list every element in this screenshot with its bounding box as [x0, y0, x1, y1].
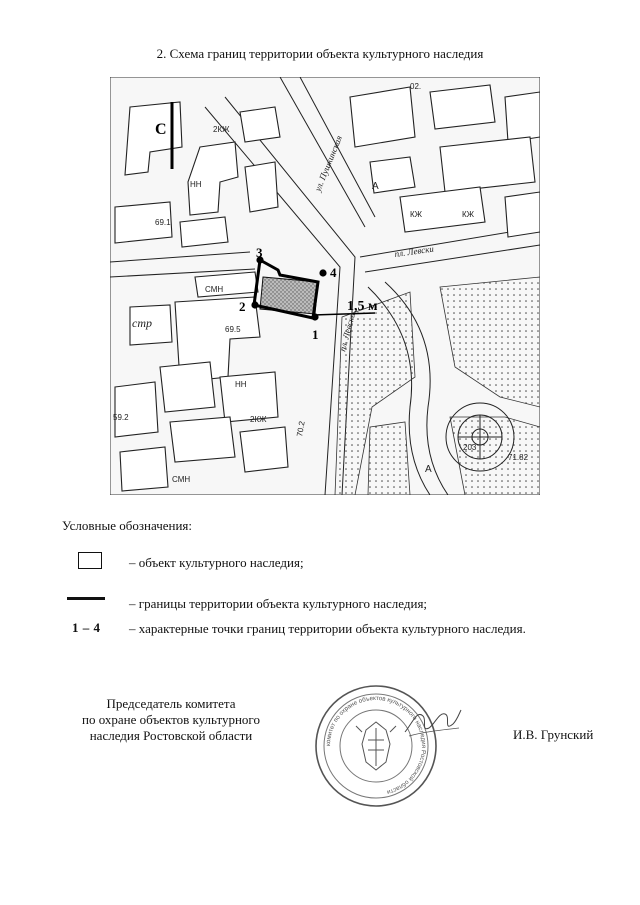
building-label: А — [425, 464, 432, 475]
page-title: 2. Схема границ территории объекта культурного наследия — [156, 46, 484, 61]
position-line: по охране объектов культурного — [82, 712, 260, 727]
building-label: 02. — [410, 82, 422, 91]
legend-item-points: – характерные точки границ территории объекта культурного наследия. — [129, 621, 526, 636]
elevation-label: 203 — [463, 443, 477, 452]
handwritten-signature — [403, 702, 463, 742]
point-label-1: 1 — [312, 327, 319, 342]
street-label-pushkinskaya: ул. Пушкинская — [312, 134, 345, 193]
position-line: Председатель комитета — [106, 696, 236, 711]
boundary-scheme-map — [110, 77, 540, 495]
signatory-name: И.В. Грунский — [513, 727, 594, 742]
building-label: 2КЖ — [250, 415, 267, 424]
building-label: 2КЖ — [213, 125, 230, 134]
legend-points-symbol: 1 – 4 — [72, 620, 101, 635]
point-label-3: 3 — [256, 245, 263, 260]
building-label: СМН — [172, 475, 191, 484]
elevation-label: 70.2 — [295, 420, 307, 438]
boundary-point-4 — [319, 269, 326, 276]
north-label: С — [155, 121, 167, 138]
street-label-levski-2: пл. Левски — [337, 311, 358, 353]
coat-of-arms-icon — [356, 722, 396, 770]
legend-heading: Условные обозначения: — [62, 518, 193, 533]
building-label: НН — [190, 180, 202, 189]
boundary-point-2 — [251, 301, 258, 308]
elevation-label: 69.1 — [155, 218, 171, 227]
position-line: наследия Ростовской области — [89, 728, 253, 743]
svg-text:комитет по охране объектов кул: комитет по охране объектов культурного наследия Ростовской области — [324, 694, 428, 796]
point-label-2: 2 — [239, 299, 246, 314]
building-label: А — [372, 181, 379, 192]
elevation-label: 69.5 — [225, 325, 241, 334]
street-label-str: стр — [132, 316, 152, 330]
street-label-levski-1: пл. Левски — [393, 243, 435, 259]
building-label: КЖ — [462, 210, 475, 219]
legend-boundary-line-symbol — [67, 597, 105, 600]
building-label: СМН — [205, 285, 224, 294]
building-label: НН — [235, 380, 247, 389]
point-label-4: 4 — [330, 265, 337, 280]
building-label: КЖ — [410, 210, 423, 219]
elevation-label: 71.82 — [508, 453, 529, 462]
elevation-label: 59.2 — [113, 413, 129, 422]
boundary-point-1 — [311, 313, 318, 320]
legend-item-boundary: – границы территории объекта культурного наследия; — [129, 596, 428, 611]
signatory-position — [62, 696, 280, 744]
legend-item-heritage-object: – объект культурного наследия; — [129, 555, 304, 570]
distance-label: 1,5 м — [347, 299, 378, 314]
legend-heritage-object-symbol — [78, 552, 102, 569]
